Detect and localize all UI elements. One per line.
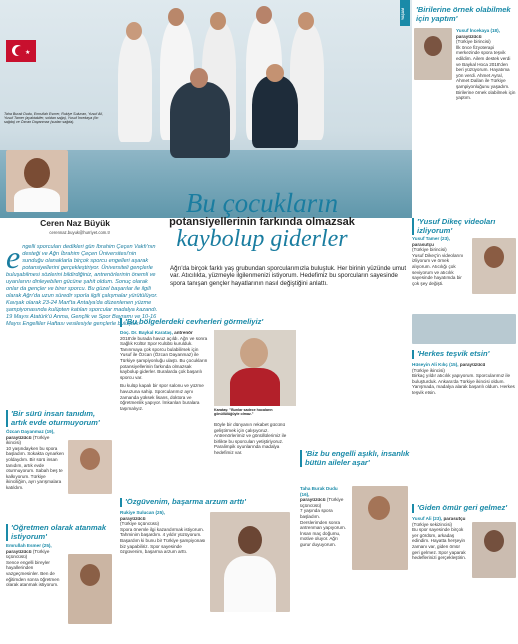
lead-paragraph: Ağrı'da birçok farklı yaş grubundan sporcularımızla buluştuk. Her birinin yüzünde umut var. Atıcılıkta, yüzmeyle ilgilenmenizi istiyorum. Hedefimiz bu sporcuların sayesinde spora tanışan gençler hayatlarının nasıl değiştiğini anlattı.	[170, 265, 407, 287]
section-column	[412, 362, 516, 502]
athlete-figure	[118, 32, 152, 142]
turkish-flag-icon: ★	[6, 40, 36, 62]
quote-text: Birkaç yıldır atıcılık yapıyorum. Sporcularımız ile buluşturduk. Ankara'da Türkiye ikincisi oldum. Yarışmada, madalya alarak başarılı oldum. Herkes teşvik etsin.	[412, 373, 515, 395]
section-title: 'Biz bu engelli aşıklı, insanlık bütün aileler aşar'	[300, 450, 410, 467]
athlete-name: Yusuf İncekaya (18),	[456, 28, 500, 33]
athlete-name: Emrullah Esmer (25),	[6, 543, 52, 548]
athlete-photo	[68, 554, 112, 624]
athlete-origin: (Türkiye sekizincisi)	[412, 521, 453, 527]
section-title: 'Herkes teşvik etsin'	[412, 350, 518, 359]
athlete-photo	[352, 486, 408, 570]
athlete-origin: (Türkiye birincisi)	[456, 39, 491, 45]
coach-photo	[214, 330, 296, 406]
column-text-3: Böyle bir dünyanın rekabet gücünü geliştirmek için çalışıyoruz. Antrenörlerimiz ve gönüllülerimiz ile birlikte bu sporcuları yetiştiriyoruz. Paralimpik oyunlarında madalya hedefimiz var.	[214, 422, 287, 455]
coach-name: Doç. Dr. Baykal Karataş,	[120, 330, 173, 335]
athlete-name: Özcan Dayanmaz (19),	[6, 429, 55, 434]
headline-line-3: kaybolup giderler	[176, 226, 348, 252]
section-title: 'Yusuf Dikeç videoları izliyorum'	[412, 218, 518, 235]
byline	[10, 218, 110, 242]
athlete-photo	[414, 28, 452, 80]
author-email: cerennaz.buyuk@hurriyet.com.tr	[49, 230, 110, 235]
section-title: 'Bu bölgelerdeki cevherleri görmeliyiz'	[120, 318, 300, 327]
athlete-name: Hüseyin Ali Kılıç (15),	[412, 362, 459, 367]
quote-title: 'Bir sürü insan tanıdım, artık evde oturmuyorum'	[6, 410, 112, 427]
quote-text: İlk önce fizyoterapi merkezinde spora teşvik edildim. Ailem destek verdi ve Baykal Hoca 2018'den beri yüzüyorum. Hayatıma yön verdi. Ahmet Ayral, Ahmet Dallan ile Türkiye şampiyonluğunu yaşadım. Birilerine örnek olabilmek için yaptım.	[456, 44, 516, 101]
athlete-role: parayüzücü	[459, 362, 486, 367]
section-title: 'Birilerine örnek olabilmek için yaptım'	[416, 5, 511, 23]
athlete-name: Rukiye Sulucan (25),	[120, 510, 165, 515]
section-column	[456, 28, 516, 208]
section-ozguven	[120, 498, 296, 642]
headline-line-1: Bu çocukların	[185, 188, 339, 218]
quote-box-ozcan	[6, 410, 112, 522]
wheelchair-athlete	[252, 76, 298, 148]
athlete-role: parasutçu	[443, 516, 466, 521]
section-column	[120, 510, 206, 642]
athlete-photo	[68, 440, 112, 494]
athlete-photo	[472, 522, 516, 578]
athlete-name: Taha Burak Dudu (16),	[300, 486, 338, 497]
section-gelmez	[412, 504, 518, 644]
intro-text: ngelli sporcuları dedikleri gün İbrahim Çeçen Vakfı'nın desteği ve Ağrı İbrahim Çeçen Üniversitesi'nin sunduğu olanaklarla birçok sporcu engelleri aşarak potansiyellerini gerçekleştiriyor. Üniversiteli gençlerle buluşabilmesi sözlerini bildirdiğiniz, antrenörlerinin önemli ve uyarılarını dinleyebilen gücüne şahit oldum. Sonuç olarak onlar da gençler ve birer sporcu. Bu güzel başarılar ile ilgili olarak Ağrı'da uzun süredir sporla ilgili çalışmalar yürütülüyor. Kavşak olarak 23-24 Mart'ta Antalya'da düzenlenen yüzme şampiyonasında kulüpten katılan sporcular madalya kazandı. 19 Mayıs Atatürk'ü Anma, Gençlik ve Spor Bayramı ve 10-16 Mayıs Engelliler Haftası vesilesiyle gençlerle buluştuk.	[6, 244, 158, 327]
section-title: 'Özgüvenim, başarma arzum arttı'	[120, 498, 296, 507]
athlete-origin: (Türkiye üçüncüsü)	[120, 521, 160, 527]
quote-text: Spora önemle ilgi kazandırmak istiyorum. Tahminim başardım. 4 yıldır yüzüyorum. Başardım ki bunu bir Türkiye şampiyonası biz yapabiliriz. Spor sayesinde özgüvenim, başarma arzum arttı.	[120, 526, 206, 555]
athlete-photo	[210, 512, 290, 612]
athlete-role: parayüzücü	[456, 33, 482, 39]
section-column	[412, 516, 468, 644]
athlete-role: parayüzücü	[120, 515, 146, 521]
quote-title: 'Öğretmen olarak atanmak istiyorum'	[6, 524, 112, 541]
athlete-role: parayüzücü	[6, 434, 32, 440]
section-dikec	[412, 218, 518, 346]
shooting-photo	[412, 314, 516, 344]
wheelchair-athlete	[170, 82, 230, 158]
hero-photo	[0, 0, 412, 218]
athlete-origin: (Türkiye üçüncüsü)	[6, 548, 50, 560]
section-column	[120, 330, 210, 496]
headline-line-2: potansiyellerinin farkında olmazsak	[169, 216, 355, 228]
athlete-role: parasutçu	[412, 241, 434, 247]
section-tesvik	[412, 350, 518, 502]
quote-text: Yusuf Dikeç'in videolarını izliyorum ve örnek alıyorum. Atıcılığı çok seviyorum ve atıcılık sayesinde hayatımda bir çok şey değişti.	[412, 252, 464, 286]
athlete-photo	[472, 238, 516, 294]
section-ribbon-label: YAŞAM	[401, 8, 405, 20]
section-engel	[300, 450, 410, 642]
quote-text: 7 yaşında spora başladım. Derslerimden sonra antrenman yapıyorum. İnsan maç doğumu, motive oluyor. Ağrı gurur duyuyorum.	[300, 508, 346, 547]
athlete-origin: (Türkiye üçüncüsü)	[300, 497, 344, 508]
athlete-name: Yusuf Ali (23),	[412, 516, 443, 521]
section-ornek	[412, 0, 518, 214]
quote-text: 10 yaşındayken bu spora başladım. Sokakta oynarken yoldaydım. Bir sürü insan tanıdım, artık evde oturmuyorum. Sabah beş te kalkıyorum. Türkiye ikinciliğim, ayrı yarışmalara katıldım.	[6, 445, 64, 490]
intro-paragraph: e ngelli sporcuları dedikleri gün İbrahim Çeçen Vakfı'nın desteği ve Ağrı İbrahim Çeçen Üniversitesi'nin sunduğu olanaklarla birçok sporcu engelleri aşarak potansiyellerini gerçekleştiriyor. Üniversiteli gençlerle buluşabilmesi sözlerini bildirdiğiniz, antrenörlerinin önemli ve uyarılarını dinleyebilen gücüne şahit oldum. Sonuç olarak onlar da gençler ve birer sporcu. Bu güzel başarılar ile ilgili olarak Ağrı'da uzun süredir sporla ilgili çalışmalar yürütülüyor. Kavşak olarak 23-24 Mart'ta Antalya'da düzenlenen yüzme şampiyonasında kulüpten katılan sporcular madalya kazandı. 19 Mayıs Atatürk'ü Anma, Gençlik ve Spor Bayramı ve 10-16 Mayıs Engelliler Haftası vesilesiyle gençlerle buluştuk.	[6, 244, 158, 327]
athlete-role: parayüzücü	[300, 497, 326, 503]
author-name: Ceren Naz Büyük	[40, 218, 110, 228]
athlete-origin: (Türkiye ikincisi)	[6, 434, 50, 446]
athlete-origin: (Türkiye birincisi)	[412, 247, 447, 253]
coach-role: antrenör	[174, 330, 193, 335]
author-portrait-photo	[6, 150, 68, 212]
quote-text: Bu spor sayesinde birçok yer gördüm, arkadaş edindim. Hayatta herşeyin zamanı var, giden ömür geri gelmez. Spor yaparak hedeflerinizi gerçekleştirin.	[412, 527, 467, 561]
column-text-2: Bu kulüp kapalı bir spor salonu ve yüzme havuzuna sahip. Sporcularımız aynı zamanda yüksek lisans, doktora ve öğretmenlik yapıyor. İmkanları buralara taşımalıyız.	[120, 383, 204, 411]
coach-photo-caption: Karataş: "Bunlar sadece hocaların gönüllülüğüyle olmaz."	[214, 408, 273, 417]
athlete-origin: (Türkiye ikincisi)	[412, 367, 445, 373]
hero-caption: Taha Burak Dudu, Emrullah Esmer, Rukiye Sulucan, Yusuf Ali, Yusuf Tamer (ayaktakiler, soldan sağa), Yusuf İncekaya (ön sağda) ve Özcan Dayanmaz (sudan sağda).	[4, 112, 104, 125]
section-column	[300, 486, 348, 642]
athlete-name: Yusuf Tamer (23),	[412, 236, 450, 241]
column-text: 2018'de burada havuz açıldı. Ağrı ve sonra Sağlık Kültür Spor Kulübü kurulduk. Tanınmaya çok sporcu bulabilirsek için Yusuf ile Özcan (Özcan Dayanmaz) ile Türkiye şampiyonluğu ulaştı. Bu çocukların potansiyellerinin farkında olmazsak kaybolup giderler. Buralarda çok başarılı sporcu var.	[120, 335, 208, 380]
athlete-role: parayüzücü	[6, 548, 32, 554]
quote-box-emrullah	[6, 524, 112, 642]
section-title: 'Giden ömür geri gelmez'	[412, 504, 518, 513]
quote-text: Sence engelli bireyler hayallerinden vazgeçmesinler. Ben de eğitimden sonra öğretmen olarak atanmak istiyorum.	[6, 559, 60, 588]
